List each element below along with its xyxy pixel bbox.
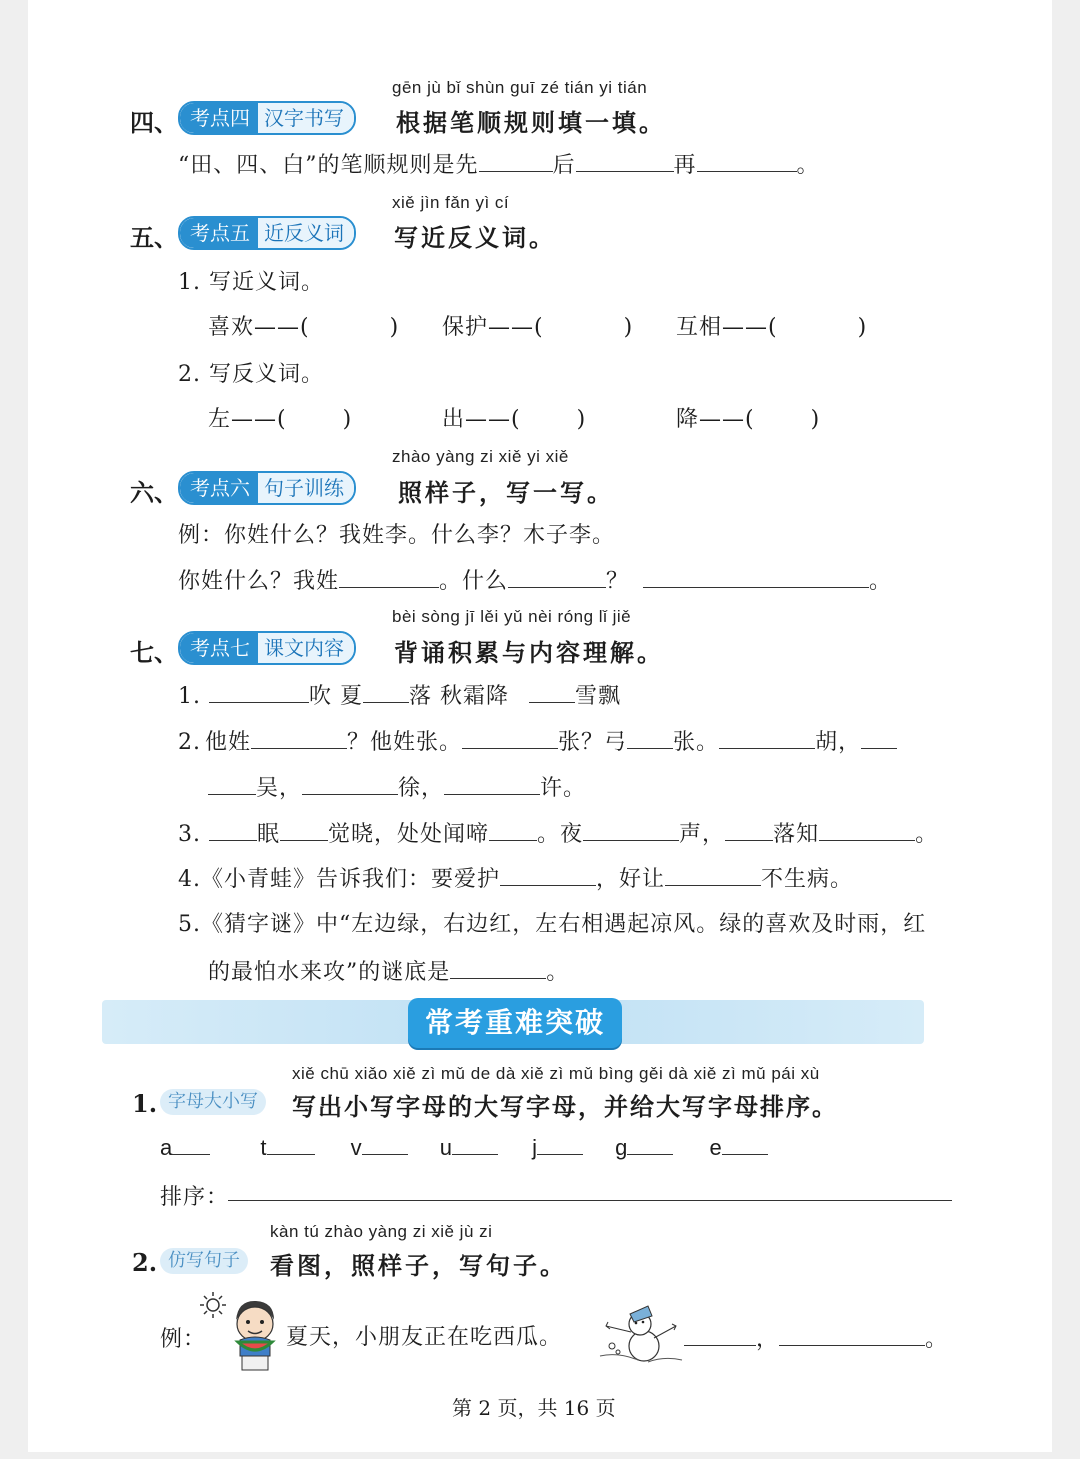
- text: 。: [869, 569, 893, 594]
- question-line: [178, 148, 820, 179]
- antonym-item: [676, 402, 820, 433]
- text: 张？弓: [558, 730, 628, 755]
- example-sentence: 例：你姓什么？我姓李。什么李？木子李。: [178, 523, 616, 548]
- letter: e: [709, 1135, 722, 1160]
- section-number: 五、: [130, 223, 178, 252]
- answer-blank[interactable]: [643, 567, 869, 588]
- text: ): [810, 407, 821, 432]
- sort-label: 排序：: [160, 1185, 230, 1210]
- sub-question: 2. 写反义词。: [178, 362, 324, 387]
- answer-blank[interactable]: [627, 728, 673, 749]
- text: 觉晓，处处闻啼: [328, 822, 490, 847]
- text: 。: [925, 1327, 949, 1352]
- answer-blank[interactable]: [529, 682, 575, 703]
- synonym-item: [442, 310, 633, 341]
- topic-badge: [178, 631, 356, 665]
- text: 吴，: [256, 776, 303, 801]
- pinyin-line: xiě chū xiǎo xiě zì mǔ de dà xiě zì mǔ bìng gěi dà xiě zì mǔ pái xù: [292, 1064, 820, 1083]
- answer-blank[interactable]: [479, 151, 553, 172]
- snowman-illustration: [598, 1296, 684, 1366]
- answer-blank[interactable]: [363, 682, 409, 703]
- answer-blank[interactable]: [208, 774, 256, 795]
- answer-blank[interactable]: [665, 865, 761, 886]
- text: 落 秋霜降: [409, 684, 509, 709]
- item-1: [178, 679, 621, 710]
- text: 声，: [679, 822, 726, 847]
- text: 。: [796, 153, 820, 178]
- text: 你姓什么？我姓: [178, 569, 340, 594]
- answer-blank[interactable]: [627, 1134, 673, 1155]
- text: 张。: [673, 730, 720, 755]
- text: 他姓: [205, 730, 252, 755]
- synonym-item: [676, 310, 867, 341]
- section-number: 七、: [130, 638, 178, 667]
- answer-blank[interactable]: [450, 958, 546, 979]
- topic-badge: 字母大小写: [160, 1089, 266, 1115]
- pinyin-line: bèi sòng jī lěi yǔ nèi róng lǐ jiě: [392, 607, 632, 626]
- text: 。什么: [439, 569, 509, 594]
- text: ？他姓张。: [347, 730, 463, 755]
- text: 喜欢——(: [208, 315, 310, 340]
- letter: a: [160, 1135, 173, 1160]
- answer-blank[interactable]: [861, 728, 897, 749]
- text: 的最怕水来攻”的谜底是: [208, 960, 451, 985]
- item-3: [178, 817, 938, 848]
- topic-badge: [178, 101, 356, 135]
- question-title: 写近反义词。: [394, 224, 556, 252]
- section-number: 六、: [130, 478, 178, 507]
- text: ): [857, 315, 868, 340]
- text: 眠: [257, 822, 281, 847]
- answer-blank[interactable]: [251, 728, 347, 749]
- sort-answer-line[interactable]: [228, 1200, 952, 1201]
- text: 4.《小青蛙》告诉我们：要爱护: [178, 867, 500, 892]
- letter-row: [160, 1134, 768, 1161]
- text: 。: [915, 822, 939, 847]
- answer-blank[interactable]: [576, 151, 674, 172]
- answer-blank[interactable]: [819, 820, 915, 841]
- answer-blank[interactable]: [339, 567, 439, 588]
- answer-blank[interactable]: [697, 151, 797, 172]
- page-footer: 第 2 页，共 16 页: [452, 1396, 616, 1420]
- text: 1.: [178, 684, 201, 709]
- badge-right: 句子训练: [258, 473, 354, 503]
- question-title: 背诵积累与内容理解。: [394, 639, 664, 667]
- text: 吹 夏: [309, 684, 363, 709]
- badge-left: 考点五: [180, 218, 258, 248]
- boy-eating-watermelon-illustration: [226, 1296, 284, 1372]
- badge-left: 考点四: [180, 103, 258, 133]
- section-banner-title: 常考重难突破: [408, 998, 622, 1048]
- text: 后: [552, 153, 576, 178]
- badge-right: 近反义词: [258, 218, 354, 248]
- answer-blank[interactable]: [779, 1325, 925, 1346]
- question-title: 照样子，写一写。: [398, 479, 614, 507]
- answer-blank[interactable]: [452, 1134, 498, 1155]
- pinyin-line: kàn tú zhào yàng zi xiě jù zi: [270, 1222, 493, 1241]
- question-number: 1.: [132, 1089, 158, 1118]
- answer-blank[interactable]: [583, 820, 679, 841]
- text: 左——(: [208, 407, 287, 432]
- text: 出——(: [442, 407, 521, 432]
- text: 许。: [540, 776, 587, 801]
- answer-blank[interactable]: [209, 682, 309, 703]
- synonym-item: [208, 310, 399, 341]
- sub-question: 1. 写近义词。: [178, 270, 324, 295]
- text: ，: [756, 1327, 780, 1352]
- answer-blank[interactable]: [302, 774, 398, 795]
- answer-blank[interactable]: [362, 1134, 408, 1155]
- question-title: 看图，照样子，写句子。: [270, 1252, 567, 1280]
- topic-badge: 仿写句子: [160, 1248, 248, 1274]
- badge-left: 考点七: [180, 633, 258, 663]
- answer-blank[interactable]: [267, 1134, 315, 1155]
- text: ): [623, 315, 634, 340]
- badge-left: 考点六: [180, 473, 258, 503]
- answer-blank[interactable]: [684, 1325, 756, 1346]
- item-2: [178, 725, 897, 756]
- letter: t: [260, 1135, 267, 1160]
- antonym-item: [208, 402, 352, 433]
- pinyin-line: zhào yàng zi xiě yi xiě: [392, 447, 569, 466]
- answer-blank[interactable]: [500, 865, 596, 886]
- question-title: 写出小写字母的大写字母，并给大写字母排序。: [292, 1093, 838, 1121]
- answer-blank[interactable]: [719, 728, 815, 749]
- item-2-cont: [208, 771, 586, 802]
- question-number: 2.: [132, 1248, 158, 1277]
- letter: v: [350, 1135, 362, 1160]
- answer-blank[interactable]: [444, 774, 540, 795]
- letter: u: [439, 1135, 452, 1160]
- text: “田、四、白”的笔顺规则是先: [178, 153, 479, 178]
- answer-blank[interactable]: [209, 820, 257, 841]
- text: 保护——(: [442, 315, 544, 340]
- item-5-cont: [208, 955, 569, 986]
- answer-line: [684, 1322, 948, 1353]
- text: 雪飘: [575, 684, 622, 709]
- section-number: 四、: [130, 108, 178, 137]
- text: 互相——(: [676, 315, 778, 340]
- answer-blank[interactable]: [489, 820, 537, 841]
- badge-right: 课文内容: [258, 633, 354, 663]
- example-label: 例：: [160, 1327, 207, 1352]
- text: 。: [546, 960, 570, 985]
- topic-badge: [178, 216, 356, 250]
- text: 2.: [178, 730, 201, 755]
- answer-blank[interactable]: [280, 820, 328, 841]
- badge-right: 汉字书写: [258, 103, 354, 133]
- answer-blank[interactable]: [462, 728, 558, 749]
- topic-badge: [178, 471, 356, 505]
- text: 降——(: [676, 407, 755, 432]
- text: 徐，: [398, 776, 445, 801]
- answer-blank[interactable]: [537, 1134, 583, 1155]
- example-text: 夏天，小朋友正在吃西瓜。: [286, 1325, 563, 1350]
- sun-icon: [198, 1290, 228, 1320]
- pinyin-line: gēn jù bǐ shùn guī zé tián yi tián: [392, 78, 648, 97]
- text: ？: [606, 569, 630, 594]
- text: 。夜: [537, 822, 584, 847]
- pinyin-line: xiě jìn fǎn yì cí: [392, 193, 510, 212]
- text: ): [342, 407, 353, 432]
- item-4: [178, 862, 853, 893]
- item-5: 5.《猜字谜》中“左边绿，右边红，左右相遇起凉风。绿的喜欢及时雨，红: [178, 912, 927, 937]
- text: ，好让: [596, 867, 666, 892]
- text: 胡，: [815, 730, 862, 755]
- text: 3.: [178, 822, 201, 847]
- antonym-item: [442, 402, 586, 433]
- question-line: [178, 564, 892, 595]
- answer-blank[interactable]: [508, 567, 606, 588]
- question-title: 根据笔顺规则填一填。: [396, 109, 666, 137]
- letter: g: [615, 1135, 628, 1160]
- text: ): [389, 315, 400, 340]
- answer-blank[interactable]: [725, 820, 773, 841]
- answer-blank[interactable]: [172, 1134, 210, 1155]
- text: 再: [673, 153, 697, 178]
- answer-blank[interactable]: [722, 1134, 768, 1155]
- text: ): [576, 407, 587, 432]
- text: 不生病。: [761, 867, 854, 892]
- text: 落知: [773, 822, 820, 847]
- letter: j: [532, 1135, 538, 1160]
